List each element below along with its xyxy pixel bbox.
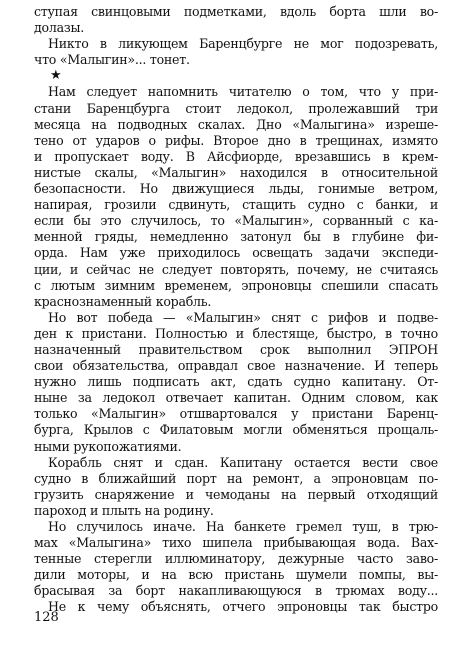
text-line: ными рукопожатиями. bbox=[34, 438, 182, 454]
text-line: Корабль снят и сдан. Капитану остается вести свое bbox=[48, 454, 438, 470]
text-line: Никто в ликующем Баренцбурге не мог подозревать, bbox=[48, 36, 438, 52]
text-line: Но случилось иначе. На банкете гремел туш, в трю- bbox=[48, 519, 438, 534]
text-line: тенные стерегли иллюминатору, дежурные часто заво- bbox=[34, 551, 438, 567]
text-line: менной гряды, немедленно затонул бы в глубине фи- bbox=[34, 229, 438, 245]
text-line: Но вот победа — «Малыгин» снят с рифов и подве- bbox=[48, 309, 438, 325]
book-page-text bbox=[34, 4, 438, 616]
text-line: Нам следует напомнить читателю о том, что у при- bbox=[48, 84, 438, 100]
text-line: ступая свинцовыми подметками, вдоль борта шли во- bbox=[34, 4, 438, 19]
text-line: с лютым зимним временем, эпроновцы спешили спасать bbox=[34, 277, 438, 293]
text-line: ныне за ледокол отвечает капитан. Одним словом, как bbox=[34, 390, 438, 406]
text-line: краснознаменный корабль. bbox=[34, 293, 212, 309]
text-line: Не к чему объяснять, отчего эпроновцы так быстро bbox=[48, 599, 438, 615]
text-line: что «Малыгин»... тонет. bbox=[34, 52, 190, 68]
text-line: месяца на подводных скалах. Дно «Малыгина» изреше- bbox=[34, 116, 438, 132]
text-line: свои обязательства, оправдал свое назначение. И теперь bbox=[34, 358, 438, 374]
page-number: 128 bbox=[34, 610, 59, 625]
text-line: орда. Нам уже приходилось освещать задачи экспеди- bbox=[34, 245, 438, 261]
section-separator-star-icon: ★ bbox=[50, 68, 62, 84]
text-line: безопасности. Но движущиеся льды, гонимые ветром, bbox=[34, 181, 438, 197]
text-line: стани Баренцбурга стоит ледокол, пролежавший три bbox=[34, 100, 438, 116]
text-line: если бы это случилось, то «Малыгин», сорванный с ка- bbox=[34, 213, 438, 229]
text-line: напирая, грозили сдвинуть, стащить судно с банки, и bbox=[34, 197, 438, 213]
text-line: только «Малыгин» отшвартовался у пристани Баренц- bbox=[34, 406, 438, 422]
text-line: долазы. bbox=[34, 20, 84, 36]
text-line: ден к пристани. Полностью и блестяще, быстро, в точно bbox=[34, 325, 438, 341]
text-line: назначенный правительством срок выполнил ЭПРОН bbox=[34, 341, 438, 357]
text-line: пароход и плыть на родину. bbox=[34, 502, 214, 518]
text-line: ции, и сейчас не следует повторять, почему, не считаясь bbox=[34, 261, 438, 277]
text-line: бурга, Крылов с Филатовым могли обменяться прощаль- bbox=[34, 422, 438, 438]
text-line: брасывая за борт накапливающуюся в трюмах воду... bbox=[34, 583, 438, 599]
text-line: и пропускает воду. В Айсфиорде, врезавшись в крем- bbox=[34, 148, 438, 164]
text-line: тено от ударов о рифы. Второе дно в трещинах, измято bbox=[34, 132, 438, 148]
text-line: судно в ближайший порт на ремонт, а эпроновцам по- bbox=[34, 470, 438, 486]
text-line: дили моторы, и на всю пристань шумели помпы, вы- bbox=[34, 567, 438, 583]
text-line: грузить снаряжение и чемоданы на первый отходящий bbox=[34, 486, 438, 502]
text-line: мах «Малыгина» тихо шипела прибывающая вода. Вах- bbox=[34, 535, 438, 551]
text-line: нужно лишь подписать акт, сдать судно капитану. От- bbox=[34, 374, 438, 390]
text-line: нистые скалы, «Малыгин» находился в относительной bbox=[34, 164, 438, 180]
